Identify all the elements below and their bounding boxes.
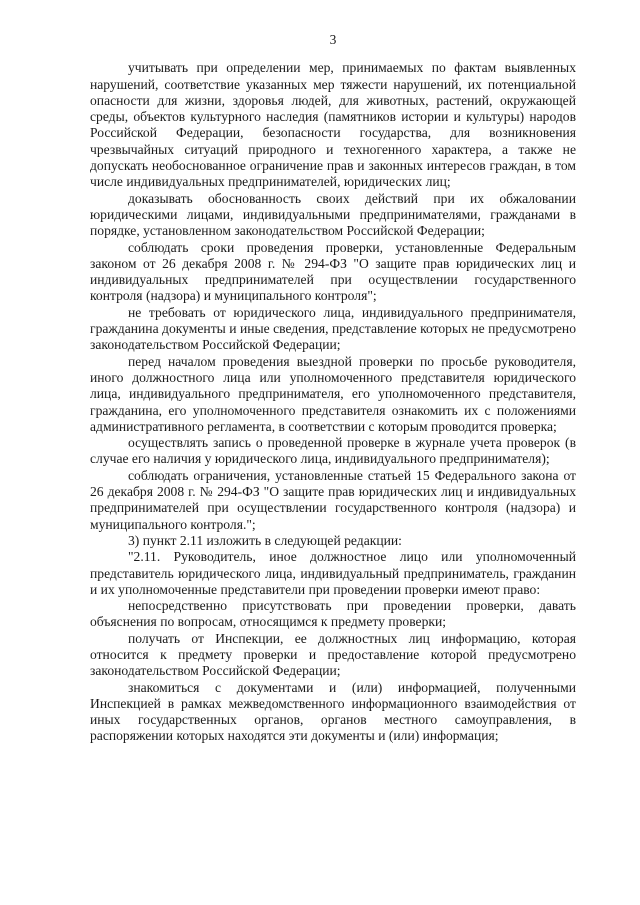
paragraph: знакомиться с документами и (или) информацией, полученными Инспекцией в рамках межведомственного информационного взаимодействия от иных государственных органов, органов местного самоуправления, в распоряжении которых находятся эти документы и (или) информация;: [90, 679, 576, 744]
paragraph: соблюдать сроки проведения проверки, установленные Федеральным законом от 26 декабря 2008 г. № 294-ФЗ "О защите прав юридических лиц и индивидуальных предпринимателей при осуществлении государственного контроля (надзора) и муниципального контроля";: [90, 239, 576, 304]
paragraph: учитывать при определении мер, принимаемых по фактам выявленных нарушений, соответствие указанных мер тяжести нарушений, их потенциальной опасности для жизни, здоровья людей, для животных, растений, окружающей среды, объектов культурного наследия (памятников истории и культуры) народов Российской Федерации, безопасности государства, для возникновения чрезвычайных ситуаций природного и техногенного характера, а также не допускать необоснованное ограничение прав и законных интересов граждан, в том числе индивидуальных предпринимателей, юридических лиц;: [90, 60, 576, 190]
paragraph: непосредственно присутствовать при проведении проверки, давать объяснения по вопросам, относящимся к предмету проверки;: [90, 598, 576, 630]
document-page: [90, 32, 576, 745]
amendment-item: 3) пункт 2.11 изложить в следующей редакции:: [128, 532, 402, 548]
paragraph: соблюдать ограничения, установленные статьей 15 Федерального закона от 26 декабря 2008 г. № 294-ФЗ "О защите прав юридических лиц и индивидуальных предпринимателей при осуществлении государственного контроля (надзора) и муниципального контроля.";: [90, 467, 576, 532]
paragraph: не требовать от юридического лица, индивидуального предпринимателя, гражданина документы и иные сведения, представление которых не предусмотрено законодательством Российской Федерации;: [90, 304, 576, 353]
paragraph: перед началом проведения выездной проверки по просьбе руководителя, иного должностного лица или уполномоченного представителя юридического лица, индивидуального предпринимателя, его уполномоченного представителя, гражданина, его уполномоченного представителя ознакомить их с положениями административного регламента, в соответствии с которым проводится проверка;: [90, 353, 576, 434]
page-number: 3: [329, 32, 337, 47]
paragraph: получать от Инспекции, ее должностных лиц информацию, которая относится к предмету проверки и предоставление которой предусмотрено законодательством Российской Федерации;: [90, 630, 576, 679]
paragraph: осуществлять запись о проведенной проверке в журнале учета проверок (в случае его наличия у юридического лица, индивидуального предпринимателя);: [90, 435, 576, 467]
paragraph: доказывать обоснованность своих действий при их обжаловании юридическими лицами, индивидуальными предпринимателями, гражданами в порядке, установленном законодательством Российской Федерации;: [90, 190, 576, 239]
clause-2-11-intro: "2.11. Руководитель, иное должностное лицо или уполномоченный представитель юридического лица, индивидуальный предприниматель, гражданин и их уполномоченные представители при проведении проверки имеют право:: [90, 549, 576, 597]
